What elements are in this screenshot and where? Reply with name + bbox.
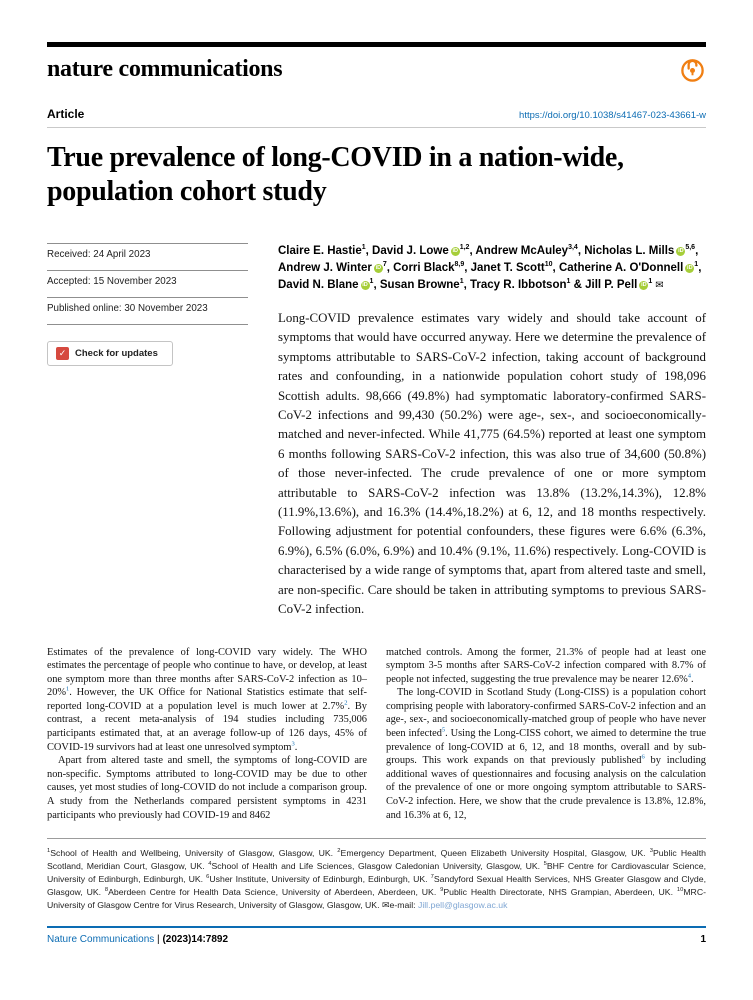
accepted-date: Accepted: 15 November 2023 xyxy=(47,270,248,297)
masthead xyxy=(47,56,706,83)
author: David J. Lowe iD $^{1,2}$ xyxy=(372,244,470,257)
check-for-updates-label: Check for updates xyxy=(75,348,158,359)
orcid-icon[interactable]: iD xyxy=(678,248,684,254)
reference-superscript: 5 xyxy=(543,861,547,868)
footer-separator: | xyxy=(157,934,160,946)
reference-superscript: 3 xyxy=(649,848,654,855)
reference-superscript[interactable]: 6 xyxy=(641,753,645,761)
author: Janet T. Scott$^{10}$ xyxy=(470,261,553,274)
author-list: Claire E. Hastie$^1$, David J. Lowe iD $^{1,2}$, Andrew McAuley$^{3,4}$, Nicholas L. Mills iD $^{5,6}$, Andrew J. Winter iD $^7$, Corri Black$^{8,9}$, Janet T. Scott$^{10}$, Catherine A. O'Donnell iD $^1$, David N. Blane iD $^1$, Susan Browne$^1$, Tracy R. Ibbotson$^1$ & Jill P. Pell iD $^1$ ✉ xyxy=(278,244,702,291)
author: Catherine A. O'Donnell iD $^1$ xyxy=(558,261,699,274)
crossmark-icon: ✓ xyxy=(56,347,69,360)
article-header xyxy=(47,107,706,128)
reference-superscript[interactable]: 4 xyxy=(687,672,692,680)
footer-citation-line xyxy=(47,934,228,945)
journal-logo-word1: nature xyxy=(47,56,113,82)
abstract-text: Long-COVID prevalence estimates vary widely and should take account of symptoms that would have occurred anyway. Here we determine the prevalence of symptoms attributable to SARS-CoV-2 infection, taking account of background rates and confounding, in a nationwide population cohort study of 198,096 Scottish adults. 98,666 (49.8%) had symptomatic laboratory-confirmed SARS-CoV-2 infections and 99,430 (50.2%) were age-, sex-, and socioeconomically-matched and never-infected. While 41,775 (64.5%) reported at least one symptom 6 months following SARS-CoV-2 infection, this was also true of 34,600 (50.8%) of those never-infected. The crude prevalence of one or more symptom attributable to SARS-CoV-2 infection was 13.8% (13.2%,14.3%), 12.8% (11.9%,13.6%), and 16.3% (14.4%,18.2%) at 6, 12, and 18 months respectively. Following adjustment for potential confounders, these figures were 6.6% (6.3%, 6.9%), 6.5% (6.0%, 6.9%) and 10.4% (9.1%, 11.6%) respectively. Long-COVID is characterised by a wide range of symptoms that, apart from altered taste and smell, are non-specific. Care should be taken in attributing symptoms to previous SARS-CoV-2 infection. xyxy=(278,311,706,617)
check-for-updates-button[interactable] xyxy=(47,341,173,366)
author: Tracy R. Ibbotson$^1$ xyxy=(470,278,571,291)
body-paragraph: The long-COVID in Scotland Study (Long-CISS) is a population cohort comprising people with laboratory-confirmed SARS-CoV-2 infection and an age-, sex-, and socioeconomically-matched group of people who have never been infected$^5$. Using the Long-CISS cohort, we aimed to determine the true prevalence of long-COVID at 6, 12, and 18 months, overall and by sub-groups. This work expands on that previously published$^6$ by including additional waves of questionnaires and focusing analysis on the calculation of the prevalence of one or more ongoing symptom attributable to SARS-CoV-2 infection. Here, we show that the crude prevalence is 13.8%, 12.8%, and 16.3% at 6, 12, xyxy=(386,687,706,821)
reference-superscript: 6 xyxy=(206,874,210,881)
orcid-icon[interactable]: iD xyxy=(362,282,368,288)
reference-superscript[interactable]: 3 xyxy=(291,740,295,748)
author: Andrew J. Winter iD $^7$ xyxy=(278,261,387,274)
author: Andrew McAuley$^{3,4}$ xyxy=(475,244,578,257)
header-columns xyxy=(47,243,706,620)
corresponding-author-email-icon[interactable]: ✉ xyxy=(655,280,664,291)
email-icon: ✉ xyxy=(381,900,390,911)
reference-superscript[interactable]: 5 xyxy=(441,726,446,734)
timeline-sidebar xyxy=(47,243,248,620)
corresponding-email-link[interactable]: Jill.pell@glasgow.ac.uk xyxy=(417,900,508,911)
journal-logo-word2: communications xyxy=(118,56,283,82)
author: Corri Black$^{8,9}$ xyxy=(393,261,465,274)
reference-superscript: 10 xyxy=(676,887,684,894)
doi-link[interactable]: https://doi.org/10.1038/s41467-023-43661-w xyxy=(519,110,706,121)
reference-superscript: 1 xyxy=(47,848,51,855)
reference-superscript: 4 xyxy=(208,861,212,868)
open-access-icon xyxy=(679,56,706,83)
reference-superscript: 2 xyxy=(337,848,341,855)
orcid-icon[interactable]: iD xyxy=(452,248,458,254)
page-footer xyxy=(47,926,706,945)
journal-logo xyxy=(47,56,282,83)
author: Jill P. Pell iD $^1$ ✉ xyxy=(585,278,664,291)
author: Nicholas L. Mills iD $^{5,6}$ xyxy=(584,244,696,257)
affiliations-footnote: $^1$School of Health and Wellbeing, University of Glasgow, Glasgow, UK. $^2$Emergency Department, Queen Elizabeth University Hospital, Glasgow, UK. $^3$Public Health Scotland, Meridian Court, Glasgow, UK. $^4$School of Health and Life Sciences, Glasgow Caledonian University, Glasgow, UK. $^5$BHF Centre for Cardiovascular Science, University of Edinburgh, Edinburgh, UK. $^6$Usher Institute, University of Edinburgh, Edinburgh, UK. $^7$Sandyford Sexual Health Services, NHS Greater Glasgow and Clyde, Glasgow, UK. $^8$Aberdeen Centre for Health Data Science, University of Aberdeen, Aberdeen, UK. $^9$Public Health Directorate, NHS Grampian, Aberdeen, UK. $^{10}$MRC-University of Glasgow Centre for Virus Research, University of Glasgow, Glasgow, UK. ✉e-mail: Jill.pell@glasgow.ac.uk xyxy=(47,838,706,912)
author: David N. Blane iD $^1$ xyxy=(278,278,374,291)
reference-superscript: 8 xyxy=(104,887,109,894)
orcid-icon[interactable]: iD xyxy=(687,265,693,271)
top-black-rule xyxy=(47,42,706,47)
reference-superscript: 9 xyxy=(440,887,444,894)
page-title: True prevalence of long-COVID in a nation-wide, population cohort study xyxy=(47,142,624,207)
page-number: 1 xyxy=(700,934,706,946)
orcid-icon[interactable]: iD xyxy=(641,282,647,288)
body-paragraph: Estimates of the prevalence of long-COVID vary widely. The WHO estimates the percentage of people who continue to have, or develop, at least one symptom more than three months after SARS-CoV-2 infection as 10–20%$^1$. However, the UK Office for National Statistics estimate that self-reported long-COVID at a population level is much lower at 2.7%$^2$. By contrast, a recent meta-analysis of 194 studies including 735,006 participants estimated that, at an average follow-up of 126 days, 45% of COVID-19 survivors had at least one unresolved symptom$^3$. xyxy=(47,646,367,753)
body-text xyxy=(47,646,706,823)
body-paragraph: Apart from altered taste and smell, the symptoms of long-COVID are non-specific. Symptoms attributed to long-COVID may be due to other causes, yet most studies of long-COVID do not include a comparison group. A study from the Netherlands compared persistent symptoms in 4231 participants who previously had COVID-19 and 8462 xyxy=(47,755,367,821)
author: Susan Browne$^1$ xyxy=(379,278,464,291)
body-paragraph: matched controls. Among the former, 21.3% of people had at least one symptom 3-5 months after SARS-CoV-2 infection compared with 8.7% of people not infected, suggesting the true prevalence may be nearer 12.6%$^4$. xyxy=(386,646,706,685)
reference-superscript[interactable]: 1 xyxy=(66,685,70,693)
footer-journal-name: Nature Communications xyxy=(47,934,155,946)
article-type-label: Article xyxy=(47,107,85,121)
author: Claire E. Hastie$^1$ xyxy=(278,244,366,257)
reference-superscript[interactable]: 2 xyxy=(344,699,348,707)
received-date: Received: 24 April 2023 xyxy=(47,243,248,270)
author-abstract-column xyxy=(278,243,706,620)
body-column-1 xyxy=(47,646,367,823)
footer-citation: (2023)14:7892 xyxy=(162,934,229,946)
body-column-2 xyxy=(386,646,706,823)
orcid-icon[interactable]: iD xyxy=(375,265,382,271)
reference-superscript: 7 xyxy=(430,874,434,881)
published-date: Published online: 30 November 2023 xyxy=(47,297,248,325)
